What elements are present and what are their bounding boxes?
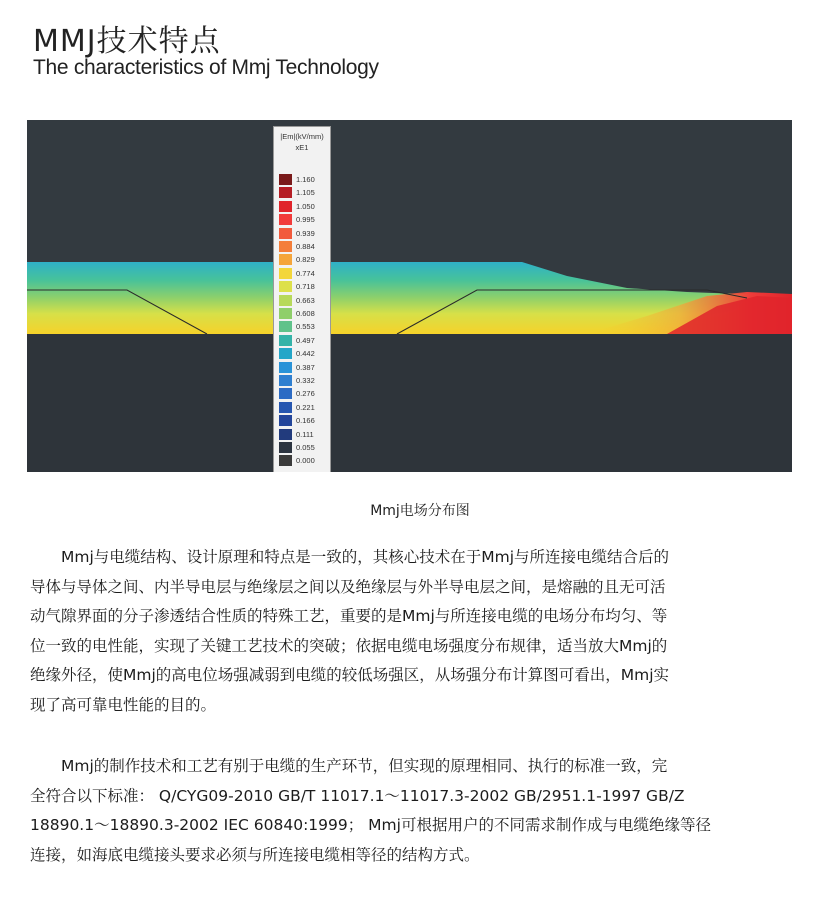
legend-value: 0.718 xyxy=(296,282,315,292)
legend-title-line: |Em|(kV/mm) xyxy=(280,132,324,141)
legend-swatch xyxy=(279,254,292,265)
legend-entry xyxy=(279,227,327,240)
legend-entry xyxy=(279,294,327,307)
legend-value: 0.332 xyxy=(296,376,315,385)
legend-value: 0.000 xyxy=(296,456,315,466)
paragraph-line: 现了高可靠电性能的目的。 xyxy=(30,695,217,714)
legend-entry xyxy=(279,361,327,374)
paragraph-line: 连接，如海底电缆接头要求必须与所连接电缆相等径的结构方式。 xyxy=(30,845,480,864)
legend-entry xyxy=(279,374,327,387)
paragraph-core-technology xyxy=(30,543,790,720)
legend-entry xyxy=(279,414,327,427)
legend-swatch xyxy=(279,201,292,212)
page-title-chinese: MMJ技术特点 xyxy=(33,24,221,59)
legend-value: 0.995 xyxy=(296,215,315,225)
legend-entry xyxy=(279,213,327,226)
legend-value: 0.276 xyxy=(296,389,315,399)
legend-swatch xyxy=(279,295,292,306)
paragraph-line: Mmj与电缆结构、设计原理和特点是一致的，其核心技术在于Mmj与所连接电缆结合后的 xyxy=(30,548,670,566)
legend-value: 0.166 xyxy=(296,416,315,426)
legend-value: 0.939 xyxy=(296,228,315,238)
legend-value: 0.774 xyxy=(296,268,315,278)
legend-title-line: xE1 xyxy=(295,143,309,152)
legend-swatch xyxy=(279,174,292,185)
paragraph-line: 绝缘外径，使Mmj的高电位场强减弱到电缆的较低场强区，从场强分布计算图可看出，Mmj实 xyxy=(30,666,670,684)
legend-entry xyxy=(279,401,327,414)
legend-swatch xyxy=(279,375,292,386)
legend-entry xyxy=(279,320,327,333)
legend-value: 0.829 xyxy=(296,255,315,265)
legend-swatch xyxy=(279,362,292,373)
legend-value: 0.497 xyxy=(296,335,315,345)
legend-swatch xyxy=(279,335,292,346)
legend-value: 1.160 xyxy=(296,175,315,184)
paragraph-line: 18890.1～18890.3-2002 IEC 60840:1999； Mmj可根据用户的不同需求制作成与电缆绝缘等径 xyxy=(30,816,711,834)
legend-value: 0.111 xyxy=(296,429,314,439)
paragraph-line: Mmj的制作技术和工艺有别于电缆的生产环节，但实现的原理相同、执行的标准一致，完 xyxy=(30,757,668,775)
legend-swatch xyxy=(279,415,292,426)
legend-value: 0.055 xyxy=(296,443,315,452)
legend-swatch xyxy=(279,402,292,413)
legend-entry xyxy=(279,347,327,360)
legend-entry xyxy=(279,267,327,280)
legend-entry xyxy=(279,441,327,454)
color-scale-legend xyxy=(273,126,331,472)
legend-value: 1.105 xyxy=(296,188,315,198)
legend-value: 0.663 xyxy=(296,295,315,305)
legend-entry xyxy=(279,387,327,400)
legend-entry xyxy=(279,334,327,347)
legend-swatch xyxy=(279,281,292,292)
legend-swatch xyxy=(279,455,292,466)
legend-entry xyxy=(279,307,327,320)
legend-entry xyxy=(279,186,327,199)
legend-swatch xyxy=(279,214,292,225)
legend-entry xyxy=(279,173,327,186)
field-contour-plot xyxy=(27,120,792,472)
legend-value: 1.050 xyxy=(296,201,315,211)
legend-entry xyxy=(279,280,327,293)
legend-entry xyxy=(279,253,327,266)
legend-value: 0.442 xyxy=(296,349,315,359)
legend-swatch xyxy=(279,268,292,279)
page-title-english: The characteristics of Mmj Technology xyxy=(33,56,379,79)
legend-value: 0.387 xyxy=(296,362,315,372)
paragraph-line: 导体与导体之间、内半导电层与绝缘层之间以及绝缘层与外半导电层之间，是熔融的且无可活 xyxy=(30,577,666,596)
figure-caption: Mmj电场分布图 xyxy=(370,503,470,519)
legend-value: 0.553 xyxy=(296,322,315,332)
paragraph-line: 全符合以下标准： Q/CYG09-2010 GB/T 11017.1～11017.3-2002 GB/2951.1-1997 GB/Z xyxy=(30,786,685,805)
legend-entry xyxy=(279,428,327,441)
legend-swatch xyxy=(279,348,292,359)
legend-entry xyxy=(279,200,327,213)
paragraph-standards xyxy=(30,752,790,870)
legend-swatch xyxy=(279,241,292,252)
legend-value: 0.884 xyxy=(296,242,315,251)
legend-swatch xyxy=(279,228,292,239)
paragraph-line: 位一致的电性能，实现了关键工艺技术的突破；依据电缆电场强度分布规律，适当放大Mmj的 xyxy=(30,636,668,655)
legend-entry xyxy=(279,240,327,253)
legend-swatch xyxy=(279,429,292,440)
legend-title xyxy=(276,131,328,153)
legend-entry xyxy=(279,454,327,467)
paragraph-line: 动气隙界面的分子渗透结合性质的特殊工艺，重要的是Mmj与所连接电缆的电场分布均匀、等 xyxy=(30,607,668,625)
legend-value: 0.221 xyxy=(296,402,315,412)
legend-swatch xyxy=(279,321,292,332)
legend-value: 0.608 xyxy=(296,309,315,318)
legend-swatch xyxy=(279,308,292,319)
legend-swatch xyxy=(279,388,292,399)
legend-swatch xyxy=(279,442,292,453)
electric-field-figure xyxy=(27,120,792,472)
legend-swatch xyxy=(279,187,292,198)
